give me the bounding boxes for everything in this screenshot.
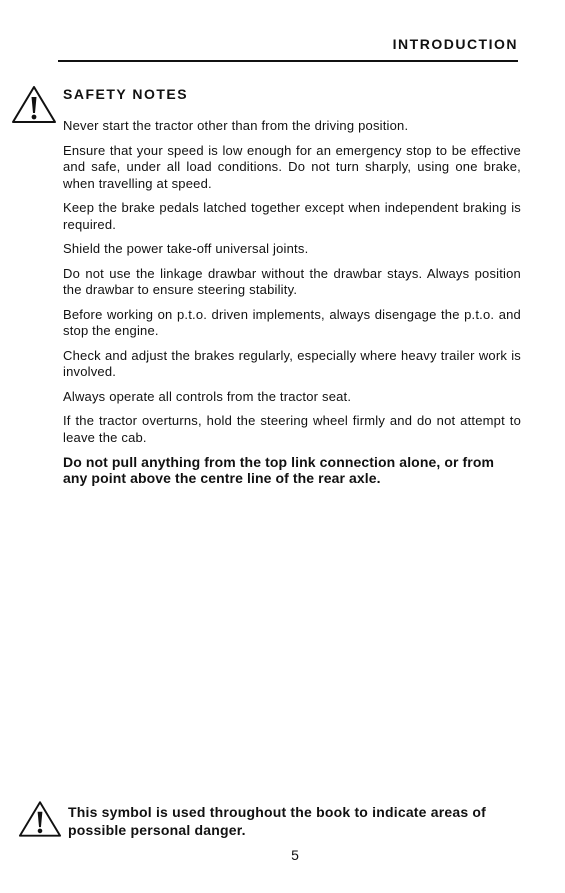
safety-note: Always operate all controls from the tractor seat. (63, 388, 352, 404)
safety-note: Do not use the linkage drawbar without the drawbar stays. Always position the drawbar to ensure steering stability. (63, 265, 521, 297)
safety-note: Ensure that your speed is low enough for an emergency stop to be effective and safe, under all load conditions. Do not turn sharply, using one brake, when travelling at speed. (63, 142, 521, 191)
page-section-title: INTRODUCTION (392, 36, 518, 52)
safety-note: If the tractor overturns, hold the steering wheel firmly and do not attempt to leave the cab. (63, 413, 521, 445)
warning-triangle-icon (11, 84, 57, 124)
safety-notes-list (63, 118, 521, 494)
safety-note-bold: Do not pull anything from the top link connection alone, or from any point above the centre line of the rear axle. (63, 454, 495, 486)
safety-note: Keep the brake pedals latched together except when independent braking is required. (63, 200, 521, 232)
page-number: 5 (291, 847, 299, 863)
safety-note: Shield the power take-off universal joints. (63, 241, 309, 256)
symbol-explanation: This symbol is used throughout the book to indicate areas of possible personal danger. (68, 804, 487, 838)
warning-triangle-icon (18, 799, 62, 838)
safety-notes-heading: SAFETY NOTES (63, 86, 189, 102)
safety-note: Never start the tractor other than from the driving position. (63, 118, 409, 133)
safety-note: Check and adjust the brakes regularly, especially where heavy trailer work is involved. (63, 347, 521, 379)
safety-note: Before working on p.t.o. driven implements, always disengage the p.t.o. and stop the engine. (63, 306, 521, 338)
header-divider (58, 60, 518, 62)
